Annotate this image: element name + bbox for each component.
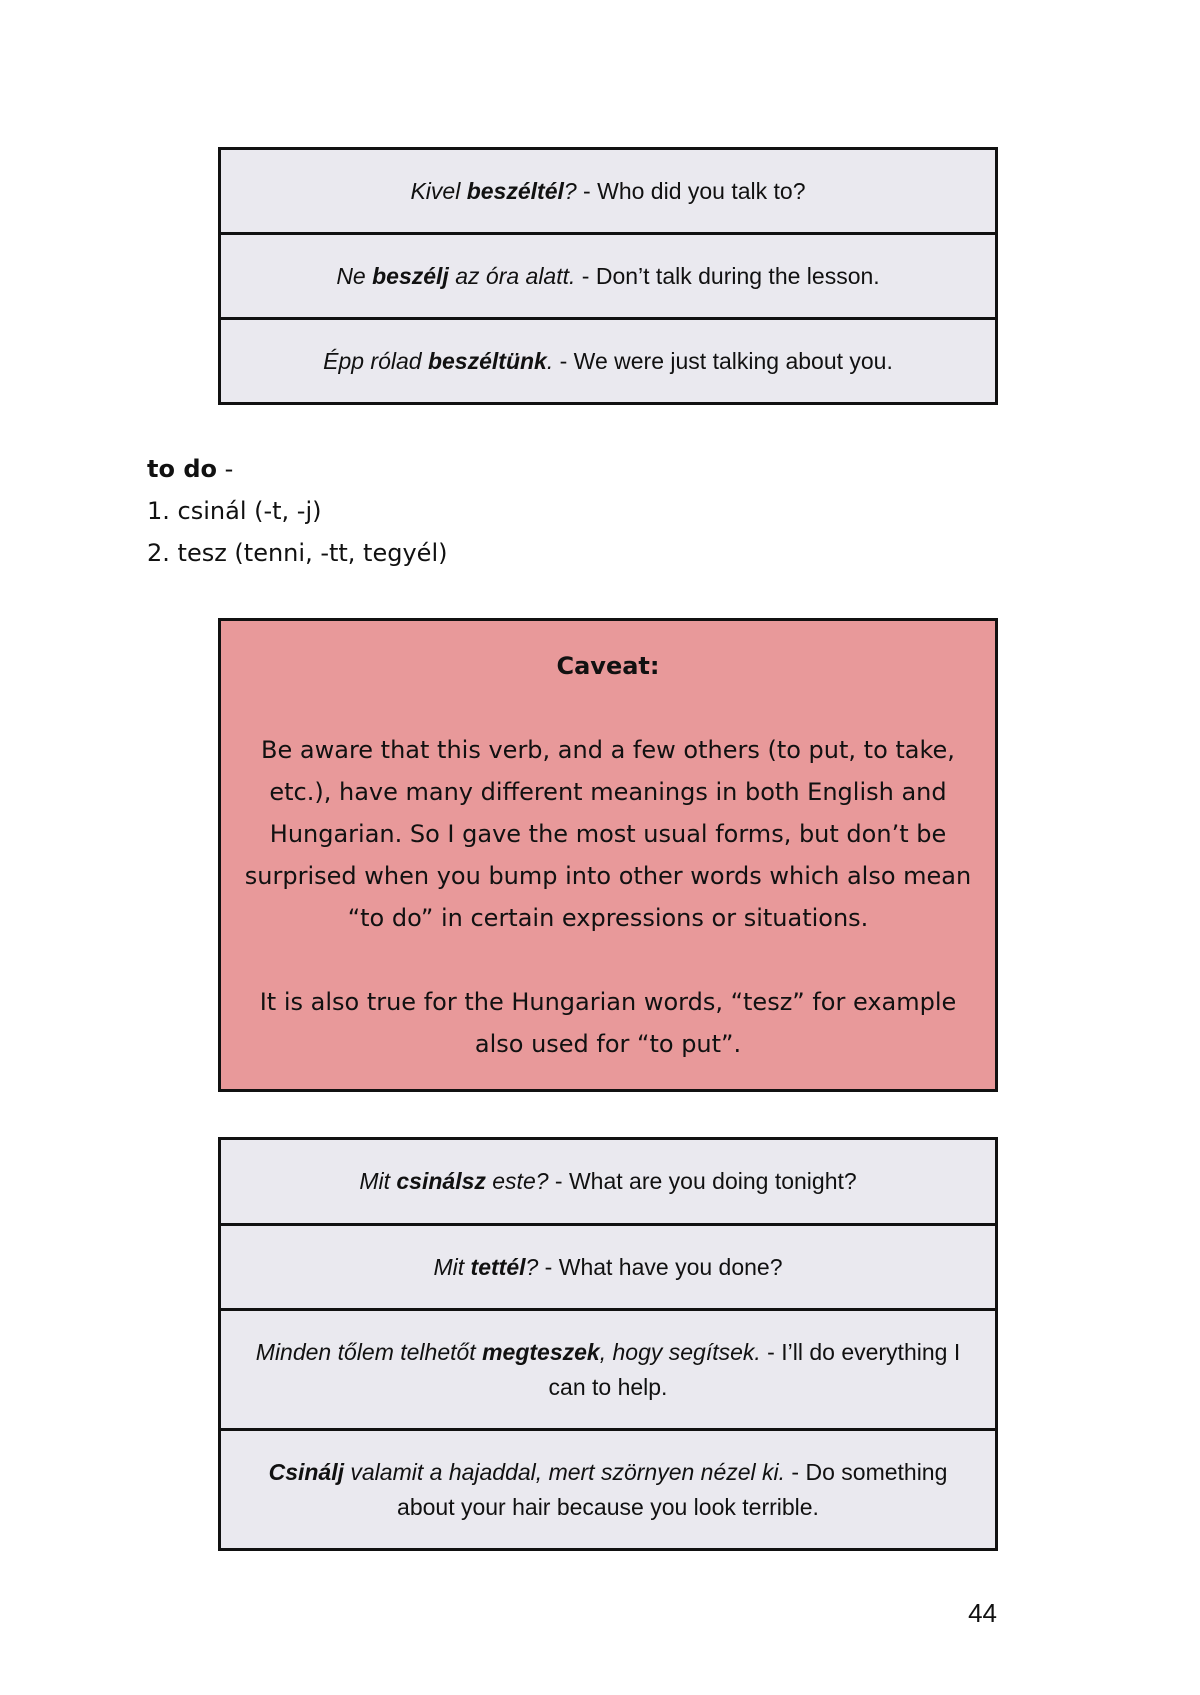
caveat-box xyxy=(218,618,998,1092)
hungarian-text: Kivel xyxy=(410,177,467,204)
example-row xyxy=(221,1311,995,1431)
hungarian-text: Ne xyxy=(336,262,373,289)
hungarian-text: Épp rólad xyxy=(323,347,428,374)
page-number: 44 xyxy=(968,1598,997,1628)
example-sentence xyxy=(359,1164,856,1199)
english-translation: - Don’t talk during the lesson. xyxy=(575,262,880,289)
example-sentence xyxy=(251,1455,965,1525)
hungarian-text: az óra alatt. xyxy=(448,262,576,289)
caveat-line: Hungarian. So I gave the most usual forms, but don’t be xyxy=(269,820,947,848)
caveat-title: Caveat: xyxy=(556,652,660,680)
hungarian-text: ? xyxy=(525,1253,539,1280)
caveat-line: “to do” in certain expressions or situations. xyxy=(347,904,869,932)
caveat-line: also used for “to put”. xyxy=(474,1030,742,1058)
english-translation: - What are you doing tonight? xyxy=(548,1168,857,1194)
verb-form: 2. tesz (tenni, -tt, tegyél) xyxy=(147,539,448,567)
english-translation: - We were just talking about you. xyxy=(553,347,893,374)
verb-dash: - xyxy=(216,455,234,483)
example-row xyxy=(221,1226,995,1311)
hungarian-text: valamit a hajaddal, mert szörnyen nézel ki. xyxy=(344,1458,786,1485)
hungarian-text: ? xyxy=(563,177,577,204)
example-sentence xyxy=(410,174,805,209)
hungarian-text: Minden tőlem telhetőt xyxy=(255,1338,483,1365)
caveat-paragraph xyxy=(231,729,985,939)
caveat-line: It is also true for the Hungarian words, “tesz” for example xyxy=(259,988,957,1016)
hungarian-text: este? xyxy=(485,1168,549,1194)
english-translation: - Do something about your hair because you look terrible. xyxy=(397,1458,948,1520)
example-row xyxy=(221,1431,995,1548)
example-row xyxy=(221,150,995,235)
hungarian-text: , hogy segítsek. xyxy=(599,1338,761,1365)
verb-highlight: tettél xyxy=(470,1253,526,1280)
caveat-line: surprised when you bump into other words which also mean xyxy=(244,862,972,890)
example-sentence xyxy=(323,344,893,379)
example-sentence xyxy=(433,1250,782,1285)
verb-entry xyxy=(147,448,447,574)
verb-highlight: beszélj xyxy=(372,262,449,289)
hungarian-text: Mit xyxy=(359,1168,397,1194)
caveat-line: etc.), have many different meanings in both English and xyxy=(269,778,947,806)
example-row xyxy=(221,320,995,402)
verb-term: to do xyxy=(147,455,217,483)
caveat-paragraph xyxy=(231,981,985,1065)
verb-highlight: beszéltél xyxy=(466,177,564,204)
verb-highlight: beszéltünk xyxy=(427,347,547,374)
example-row xyxy=(221,235,995,320)
examples-table-do xyxy=(218,1137,998,1551)
english-translation: - What have you done? xyxy=(538,1253,783,1280)
english-translation: - Who did you talk to? xyxy=(576,177,806,204)
caveat-line: Be aware that this verb, and a few others (to put, to take, xyxy=(261,736,955,764)
english-translation: - I’ll do everything I can to help. xyxy=(548,1338,961,1400)
verb-highlight: megteszek xyxy=(482,1338,600,1365)
hungarian-text: . xyxy=(546,347,554,374)
verb-form: 1. csinál (-t, -j) xyxy=(147,497,322,525)
hungarian-text: Mit xyxy=(433,1253,471,1280)
example-sentence xyxy=(251,1335,965,1405)
examples-table-talk xyxy=(218,147,998,405)
verb-highlight: Csinálj xyxy=(268,1458,344,1485)
verb-heading xyxy=(147,448,447,490)
example-sentence xyxy=(336,259,879,294)
example-row xyxy=(221,1140,995,1226)
verb-highlight: csinálsz xyxy=(396,1168,486,1194)
